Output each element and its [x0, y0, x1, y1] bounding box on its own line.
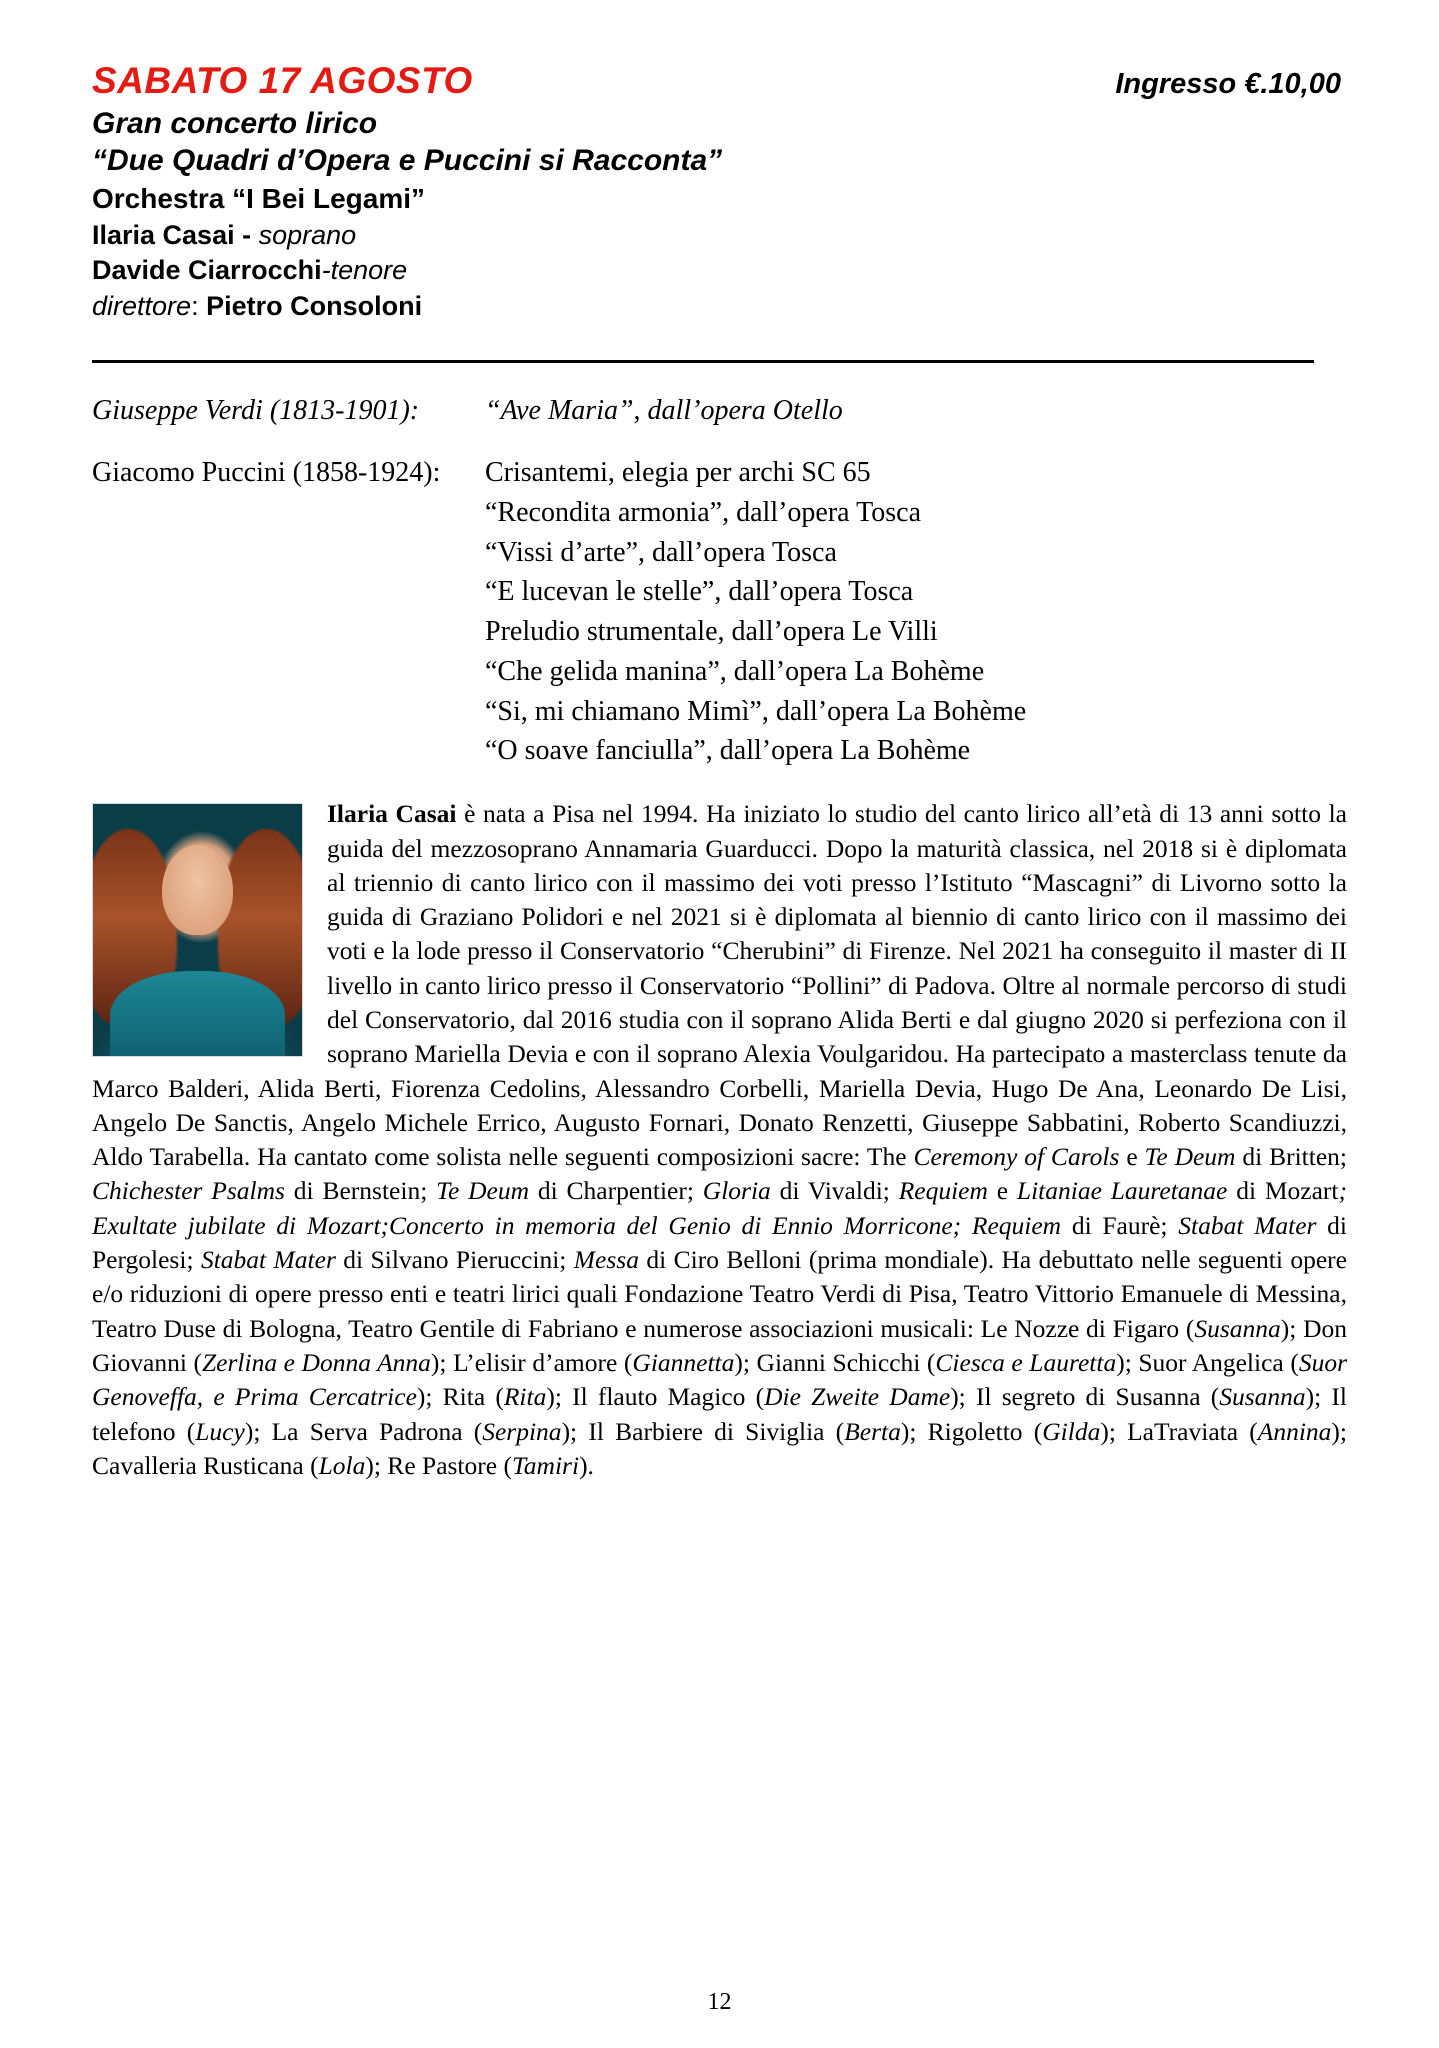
work-item: “Vissi d’arte”, dall’opera Tosca: [485, 536, 837, 568]
bio-role: Lucy: [195, 1416, 245, 1446]
bio-work-title: Chichester Psalms: [92, 1176, 285, 1206]
bio-role: Suor Genoveffa, e Prima Cercatrice: [92, 1347, 1347, 1412]
program-spacer: [92, 431, 1347, 453]
work-list: [485, 391, 1347, 431]
composer-name: Giacomo Puccini (1858-1924):: [92, 457, 441, 489]
conductor-name: Pietro Consoloni: [206, 290, 423, 321]
bio-role: Tamiri: [511, 1450, 580, 1480]
bio-text: e: [987, 1176, 1017, 1206]
bio-text: ); Suor Angelica (: [1116, 1347, 1299, 1377]
work-item: Crisantemi, elegia per archi SC 65: [485, 457, 871, 489]
work-item: “Recondita armonia”, dall’opera Tosca: [485, 496, 921, 528]
event-date-title: SABATO 17 AGOSTO: [92, 60, 473, 101]
work-item: “E lucevan le stelle”, dall’opera Tosca: [485, 576, 914, 608]
bio-text: ); Don Giovanni (: [92, 1313, 1347, 1377]
orchestra-name: Orchestra “I Bei Legami”: [92, 183, 426, 215]
performer-conductor: [92, 289, 1347, 325]
program-entry: [92, 391, 1347, 431]
bio-text: ); Il segreto di Susanna (: [950, 1382, 1220, 1412]
bio-text: di Faurè;: [1061, 1210, 1179, 1240]
bio-role: Rita: [503, 1382, 547, 1412]
ticket-price: Ingresso €.10,00: [1115, 68, 1341, 100]
bio-role: Giannetta: [632, 1347, 735, 1377]
event-subtitle-1: Gran concerto lirico: [92, 107, 378, 140]
bio-text: e: [1119, 1142, 1145, 1172]
bio-work-title: Messa: [573, 1245, 639, 1275]
work-list: [485, 453, 1347, 771]
soprano-role: soprano: [258, 219, 357, 250]
bio-role: Susanna: [1194, 1313, 1281, 1343]
soprano-name: Ilaria Casai -: [92, 219, 259, 250]
bio-text: ); Re Pastore (: [365, 1450, 512, 1480]
bio-text: ); Cavalleria Rusticana (: [92, 1416, 1347, 1480]
bio-role: Gilda: [1042, 1416, 1101, 1446]
program-list: [92, 391, 1347, 771]
tenore-role: -tenore: [321, 255, 408, 286]
bio-text: di Silvano Pieruccini;: [335, 1245, 574, 1275]
performer-tenore: [92, 253, 1347, 289]
bio-text: ); L’elisir d’amore (: [430, 1347, 633, 1377]
divider: [92, 360, 1314, 363]
bio-role: Serpina: [482, 1416, 562, 1446]
page-number: 12: [707, 1989, 732, 2015]
bio-text: ); Rigoletto (: [900, 1416, 1043, 1446]
event-subtitle-2: “Due Quadri d’Opera e Puccini si Racconta”: [92, 143, 723, 177]
bio-role: Annina: [1257, 1416, 1332, 1446]
bio-work-title: Requiem: [898, 1176, 988, 1206]
artist-photo: [92, 803, 303, 1057]
bio-work-title: Ceremony of Carols: [913, 1142, 1120, 1172]
composer-name: Giuseppe Verdi (1813-1901):: [92, 395, 420, 427]
bio-text: ); LaTraviata (: [1100, 1416, 1258, 1446]
work-item: Preludio strumentale, dall’opera Le Villi: [485, 616, 938, 648]
bio-text: ); La Serva Padrona (: [244, 1416, 483, 1446]
bio-text: ); Il telefono (: [92, 1382, 1347, 1446]
bio-text: ); Il Barbiere di Siviglia (: [561, 1416, 845, 1446]
work-item: “Si, mi chiamano Mimì”, dall’opera La Bohème: [485, 695, 1027, 727]
work-item: “O soave fanciulla”, dall’opera La Bohème: [485, 735, 971, 767]
program-entry: [92, 453, 1347, 771]
work-item: “Ave Maria”, dall’opera Otello: [485, 395, 843, 427]
bio-role: Berta: [844, 1416, 901, 1446]
bio-role: Ciesca e Lauretta: [935, 1347, 1117, 1377]
photo-detail-dress: [110, 971, 286, 1058]
conductor-separator: :: [191, 290, 207, 321]
bio-work-title: Te Deum: [1144, 1142, 1236, 1172]
bio-text: ).: [579, 1450, 594, 1480]
bio-role: Susanna: [1219, 1382, 1306, 1412]
bio-text: di Pergolesi;: [92, 1210, 1347, 1275]
artist-biography: [92, 797, 1347, 1483]
bio-text: di Britten;: [1235, 1142, 1347, 1172]
bio-work-title: ; Exultate jubilate di Mozart;Concerto in memoria del Genio di Ennio Morricone; Requiem: [92, 1176, 1347, 1240]
tenore-name: Davide Ciarrocchi: [92, 255, 322, 286]
bio-text: di Bernstein;: [284, 1176, 437, 1206]
bio-work-title: Gloria: [702, 1176, 771, 1206]
bio-work-title: Litaniae Lauretanae: [1016, 1176, 1228, 1206]
bio-text: di Ciro Belloni (prima mondiale). Ha debuttato nelle seguenti opere e/o riduzioni di opere presso enti e teatri lirici quali Fondazione Teatro Verdi di Pisa, Teatro Vittorio Emanuele di Messina, Teatro Duse di Bologna, Teatro Gentile di Fabriano e numerose associazioni musicali: Le Nozze di Figaro (: [92, 1245, 1347, 1343]
bio-text: ); Il flauto Magico (: [546, 1382, 765, 1412]
bio-text: ); Rita (: [416, 1382, 504, 1412]
bio-role: Zerlina e Donna Anna: [201, 1347, 431, 1377]
bio-work-title: Stabat Mater: [1178, 1210, 1317, 1240]
bio-work-title: Te Deum: [436, 1176, 530, 1206]
bio-text: di Vivaldi;: [770, 1176, 899, 1206]
bio-paragraph-1: è nata a Pisa nel 1994. Ha iniziato lo studio del canto lirico all’età di 13 anni sotto la guida del mezzosoprano Annamaria Guarducci. Dopo la maturità classica, nel 2018 si è diplomata al triennio di canto lirico con il massimo dei voti presso l’Istituto “Mascagni” di Livorno sotto la guida di Graziano Polidori e nel 2021 si è diplomata al biennio di canto lirico con il massimo dei voti e la lode presso il Conservatorio “Cherubini” di Firenze. Nel 2021 ha conseguito il master di II livello in canto lirico presso il Conservatorio “Pollini” di Padova. Oltre al normale percorso di studi del Conservatorio, dal 2016 studia con il soprano Alida Berti e dal giugno 2020 si perfeziona con il soprano Mariella Devia e con il soprano Alexia Voulgaridou. Ha partecipato a masterclass tenute da Marco Balderi, Alida Berti, Fiorenza Cedolins, Alessandro Corbelli, Mariella Devia, Hugo De Ana, Leonardo De Lisi, Angelo De Sanctis, Angelo Michele Errico, Augusto Fornari, Donato Renzetti, Giuseppe Sabbatini, Roberto Scandiuzzi, Aldo Tarabella. Ha cantato come solista nelle seguenti composizioni sacre: The: [92, 799, 1347, 1172]
work-item: “Che gelida manina”, dall’opera La Bohème: [485, 655, 985, 687]
bio-text: di Mozart: [1227, 1176, 1339, 1206]
bio-text: ); Gianni Schicchi (: [734, 1347, 936, 1377]
bio-work-title: Stabat Mater: [200, 1245, 336, 1275]
bio-artist-name: Ilaria Casai: [327, 799, 457, 829]
event-header: [92, 60, 1347, 102]
bio-role: Lola: [318, 1450, 366, 1480]
conductor-label: direttore: [92, 290, 192, 321]
photo-detail-face: [162, 845, 233, 936]
bio-role: Die Zweite Dame: [764, 1382, 951, 1412]
performer-soprano: [92, 218, 1347, 254]
bio-text: di Charpentier;: [529, 1176, 703, 1206]
